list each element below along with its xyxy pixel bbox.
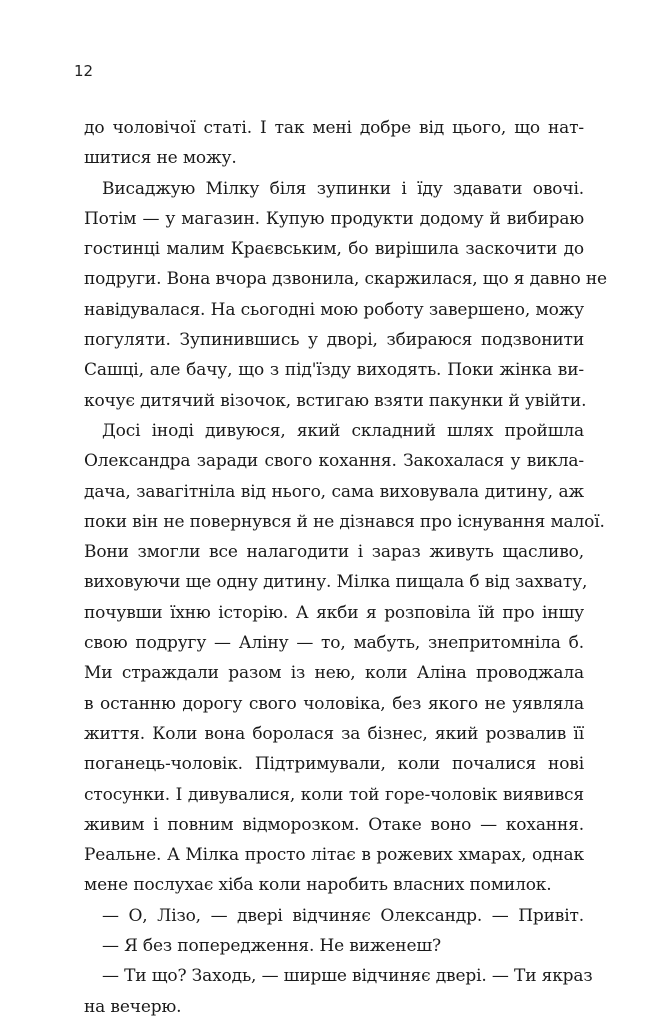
text-line: мене послухає хіба коли наробить власних помилок. xyxy=(84,875,552,896)
text-line: на вечерю. xyxy=(84,996,182,1017)
text-line: життя. Коли вона боролася за бізнес, який розвалив її xyxy=(84,723,584,744)
text-line: почувши їхню історію. А якби я розповіла їй про іншу xyxy=(84,602,584,623)
text-line: навідувалася. На сьогодні мою роботу завершено, можу xyxy=(84,299,584,320)
text-line: живим і повним відморозком. Отаке воно — кохання. xyxy=(84,814,584,835)
text-line: Реальне. А Мілка просто літає в рожевих хмарах, однак xyxy=(84,845,584,866)
text-line: гостинці малим Краєвським, бо вирішила заскочити до xyxy=(84,239,584,260)
text-line: Вони змогли все налагодити і зараз живуть щасливо, xyxy=(84,542,584,563)
body-text xyxy=(84,113,607,1022)
text-line: виховуючи ще одну дитину. Мілка пищала б від захвату, xyxy=(84,572,588,593)
text-line: поки він не повернувся й не дізнався про існування малої. xyxy=(84,511,605,532)
text-line: шитися не можу. xyxy=(84,148,237,169)
text-line: поганець-чоловік. Підтримували, коли почалися нові xyxy=(84,754,584,775)
text-line: — О, Лізо, — двері відчиняє Олександр. — Привіт. xyxy=(102,905,584,926)
text-line: — Ти що? Заходь, — ширше відчиняє двері. — Ти якраз xyxy=(102,966,593,987)
text-line: погуляти. Зупинившись у дворі, збираюся подзвонити xyxy=(84,330,584,351)
text-line: дача, завагітніла від нього, сама виховувала дитину, аж xyxy=(84,481,584,502)
text-line: Потім — у магазин. Купую продукти додому й вибираю xyxy=(84,208,584,229)
text-line: до чоловічої статі. І так мені добре від цього, що нат- xyxy=(84,118,584,138)
text-line: Сашці, але бачу, що з під'їзду виходять. Поки жінка ви- xyxy=(84,360,584,381)
text-line: Висаджую Мілку біля зупинки і їду здавати овочі. xyxy=(102,178,584,199)
text-line: Ми страждали разом із нею, коли Аліна проводжала xyxy=(84,663,584,684)
text-line: Досі іноді дивуюся, який складний шлях пройшла xyxy=(102,420,584,441)
page-number: 12 xyxy=(74,62,94,80)
text-line: Олександра заради свого кохання. Закохалася у викла- xyxy=(84,451,584,472)
text-line: подруги. Вона вчора дзвонила, скаржилася, що я давно не xyxy=(84,269,607,290)
text-line: в останню дорогу свого чоловіка, без якого не уявляла xyxy=(84,693,584,714)
text-line: свою подругу — Аліну — то, мабуть, знепритомніла б. xyxy=(84,633,584,654)
text-line: — Я без попередження. Не виженеш? xyxy=(102,936,442,957)
text-line: кочує дитячий візочок, встигаю взяти пакунки й увійти. xyxy=(84,390,587,411)
text-line: стосунки. І дивувалися, коли той горе-чоловік виявився xyxy=(84,784,584,805)
